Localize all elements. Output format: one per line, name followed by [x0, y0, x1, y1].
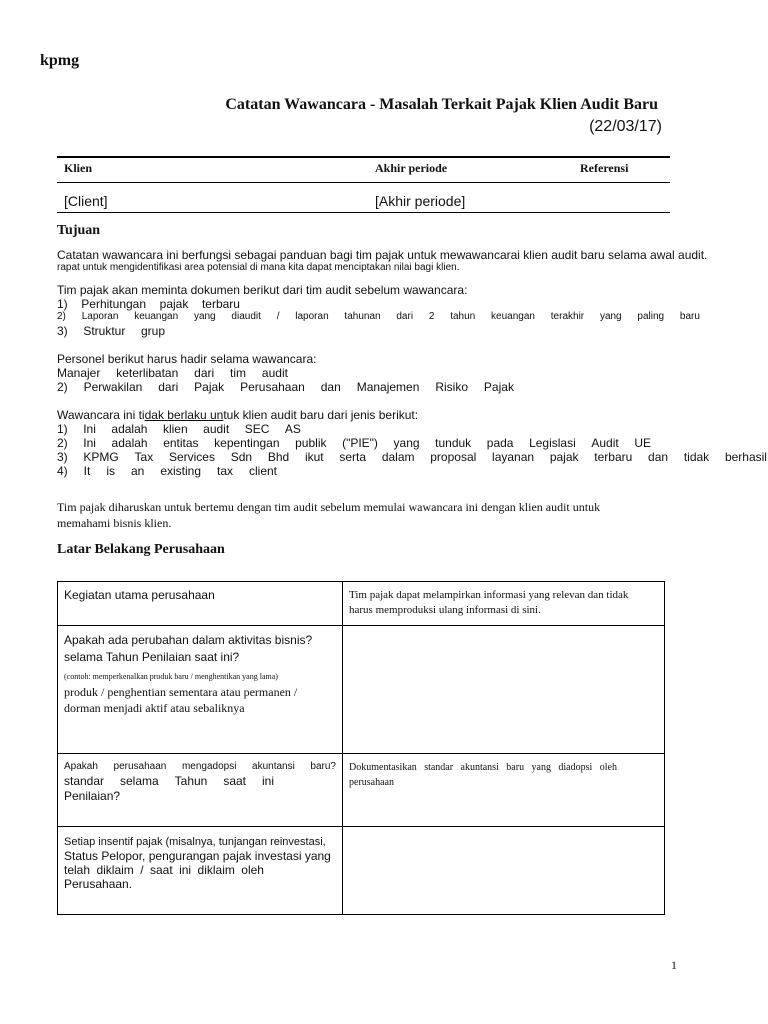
document-item-word: terbaru [201, 297, 240, 311]
akhir-periode-value: [Akhir periode] [375, 193, 466, 209]
table-row [58, 827, 665, 915]
question-word: perusahaan [113, 761, 167, 772]
document-date: (22/03/17) [589, 118, 662, 135]
exclusion-item-word: Tax [134, 450, 154, 464]
personnel-item-word: Pajak [483, 380, 514, 394]
exclusion-item-word: Sdn [230, 450, 253, 464]
header-rule-top [57, 156, 670, 158]
question-word: saat [149, 863, 173, 877]
exclusion-item-word: terbaru [594, 450, 633, 464]
personnel-item-word: Manajer [57, 366, 101, 380]
exclusion-item [57, 464, 277, 478]
table-row [58, 754, 665, 827]
exclusion-item-word: entitas [163, 436, 199, 450]
question-line [64, 760, 336, 774]
exclusion-item-word: 2) [57, 436, 68, 450]
company-logo: kpmg [40, 52, 80, 69]
answer-note-word: Dokumentasikan [349, 762, 417, 773]
answer-note-line1: Tim pajak dapat melampirkan informasi yang relevan dan tidak [349, 589, 629, 601]
exclusion-item-word: 3) [57, 450, 68, 464]
tujuan-paragraph-line2: rapat untuk mengidentifikasi area potensial di mana kita dapat menciptakan nilai bagi klien. [57, 262, 460, 273]
latar-heading: Latar Belakang Perusahaan [57, 542, 225, 557]
document-item-word: 1) [57, 297, 68, 311]
document-item-word: diaudit [231, 311, 261, 322]
document-item-word: 2 [428, 311, 435, 322]
answer-note-line2: perusahaan [349, 777, 394, 788]
personnel-item [57, 380, 514, 394]
perubahan-aktivitas-answer[interactable] [343, 626, 665, 754]
question-line: Apakah ada perubahan dalam aktivitas bisnis? [64, 633, 313, 647]
question-word: Apakah [64, 761, 98, 772]
exclusion-item-word: Bhd [267, 450, 290, 464]
exclusion-item-word: Ini [83, 422, 96, 436]
answer-note-word: yang [531, 762, 551, 773]
exclusion-item-word: ("PIE") [342, 436, 378, 450]
question-line [64, 863, 264, 877]
question-word: ini [179, 863, 192, 877]
question-word: ini [261, 774, 274, 788]
question-word: diklaim [96, 863, 134, 877]
document-item-word: laporan [295, 311, 329, 322]
personnel-item [57, 366, 288, 380]
question-line: dorman menjadi aktif atau sebaliknya [64, 701, 245, 715]
kegiatan-utama-cell [58, 582, 343, 626]
question-line: Setiap insentif pajak (misalnya, tunjangan reinvestasi, [64, 836, 326, 848]
exclusion-item-word: berhasil [724, 450, 767, 464]
akhir-periode-label: Akhir periode [375, 161, 448, 175]
exclusion-item-word: pada [486, 436, 514, 450]
exclusion-item-word: tax [216, 464, 233, 478]
personnel-item-word: dari [194, 366, 215, 380]
personnel-item-word: audit [261, 366, 288, 380]
table-row [58, 626, 665, 754]
akuntansi-baru-cell [58, 754, 343, 827]
exclusion-item-word: Legislasi [529, 436, 576, 450]
question-line: Status Pelopor, pengurangan pajak investasi yang [64, 849, 331, 863]
exclusion-item-word: 1) [57, 422, 68, 436]
question-line [64, 774, 274, 789]
question-word: Tahun [174, 774, 208, 788]
document-item-word: grup [140, 324, 165, 338]
document-item-word: Struktur [83, 324, 126, 338]
question-word: oleh [241, 863, 264, 877]
document-item-word: paling [637, 311, 665, 322]
exclusion-item-word: dan [648, 450, 669, 464]
answer-note-line1 [349, 760, 617, 775]
exclusion-item-word: 4) [57, 464, 68, 478]
document-item-word: yang [193, 311, 216, 322]
table-row [58, 582, 665, 626]
insentif-pajak-cell [58, 827, 343, 915]
exclusion-item-word: UE [634, 436, 651, 450]
exclusion-item-word: Audit [591, 436, 619, 450]
document-item-word: tahunan [344, 311, 381, 322]
exclusion-item [57, 422, 301, 436]
personnel-item-word: 2) [57, 380, 68, 394]
kegiatan-utama-label: Kegiatan utama perusahaan [64, 588, 215, 602]
answer-note-word: diadopsi [558, 762, 593, 773]
kegiatan-utama-answer[interactable] [343, 582, 665, 626]
exclusion-item-word: AS [284, 422, 301, 436]
answer-note-word: baru [506, 762, 525, 773]
question-line: Penilaian? [64, 789, 121, 803]
exclusion-item-word: is [106, 464, 115, 478]
question-word: selama [120, 774, 159, 788]
document-item-word: keuangan [491, 311, 535, 322]
personnel-item-word: dan [320, 380, 341, 394]
exclusion-item-word: It [83, 464, 91, 478]
exclusion-item [57, 436, 651, 450]
note-line2: memahami bisnis klien. [57, 516, 172, 530]
question-word: mengadopsi [181, 761, 237, 772]
personnel-item-word: Risiko [435, 380, 468, 394]
note-line1: Tim pajak diharuskan untuk bertemu dengan tim audit sebelum memulai wawancara ini dengan klien audit untuk [57, 500, 601, 514]
question-example: (contoh: memperkenalkan produk baru / menghentikan yang lama) [64, 672, 278, 681]
page-number: 1 [671, 958, 677, 972]
question-word: akuntansi [252, 761, 295, 772]
document-item-word: 3) [57, 324, 68, 338]
exclusion-item [57, 450, 767, 464]
exclusion-item-word: tunduk [435, 436, 472, 450]
exclusion-item-word: client [248, 464, 277, 478]
exclusion-item-word: an [130, 464, 145, 478]
question-word: standar [64, 774, 105, 788]
exclusion-item-word: serta [339, 450, 367, 464]
personnel-item-word: Manajemen [356, 380, 420, 394]
exclusion-item-word: existing [160, 464, 201, 478]
document-item-word: / [276, 311, 280, 322]
exclusion-item-word: Services [168, 450, 215, 464]
answer-note-word: oleh [599, 762, 617, 773]
exclusion-item-word: layanan [492, 450, 535, 464]
answer-note-line2: harus memproduksi ulang informasi di sini. [349, 604, 541, 616]
exclusion-item-word: kepentingan [214, 436, 280, 450]
exclusion-item-word: SEC [244, 422, 270, 436]
header-rule-bottom [57, 212, 670, 213]
document-item-word: pajak [159, 297, 189, 311]
company-background-table [57, 581, 665, 915]
question-line: selama Tahun Penilaian saat ini? [64, 650, 240, 664]
question-word: baru? [310, 761, 336, 772]
referensi-label: Referensi [580, 161, 629, 175]
document-item [57, 324, 165, 338]
document-title: Catatan Wawancara - Masalah Terkait Pajak Klien Audit Baru [225, 96, 658, 113]
documents-intro: Tim pajak akan meminta dokumen berikut dari tim audit sebelum wawancara: [57, 283, 468, 297]
personnel-item-word: Pajak [194, 380, 225, 394]
exclusion-item-word: proposal [430, 450, 477, 464]
exclusion-item-word: adalah [111, 422, 148, 436]
question-word: saat [223, 774, 247, 788]
exclusion-item-word: audit [203, 422, 230, 436]
exclusion-item-word: yang [393, 436, 420, 450]
klien-value: [Client] [64, 193, 108, 209]
exclusion-item-word: ikut [304, 450, 324, 464]
question-line: produk / penghentian sementara atau permanen / [64, 685, 298, 699]
document-item-word: baru [679, 311, 700, 322]
exclusion-item-word: publik [295, 436, 327, 450]
document-item-word: 2) [57, 311, 66, 322]
answer-note-word: akuntansi [460, 762, 499, 773]
question-word: / [140, 863, 144, 877]
exclusion-item-word: tidak [683, 450, 710, 464]
insentif-pajak-answer[interactable] [343, 827, 665, 915]
perubahan-aktivitas-cell [58, 626, 343, 754]
personnel-item-word: tim [230, 366, 247, 380]
document-item [57, 297, 240, 311]
tujuan-heading: Tujuan [57, 223, 101, 238]
document-item-word: dari [396, 311, 414, 322]
document-item-word: yang [599, 311, 622, 322]
exclusions-intro: Wawancara ini tidak berlaku untuk klien audit baru dari jenis berikut: [57, 408, 419, 422]
document-item [57, 311, 700, 322]
header-rule-mid [57, 182, 670, 183]
answer-note-word: standar [424, 762, 454, 773]
exclusion-item-word: Ini [83, 436, 96, 450]
exclusion-item-word: klien [162, 422, 188, 436]
personnel-item-word: Perwakilan [83, 380, 143, 394]
personnel-item-word: Perusahaan [240, 380, 305, 394]
tujuan-paragraph-line1: Catatan wawancara ini berfungsi sebagai panduan bagi tim pajak untuk mewawancarai klien audit baru selama awal audit. [57, 248, 708, 262]
exclusion-item-word: dalam [381, 450, 415, 464]
document-item-word: Perhitungan [81, 297, 147, 311]
document-item-word: Laporan [81, 311, 119, 322]
personnel-item-word: keterlibatan [116, 366, 179, 380]
question-word: diklaim [197, 863, 235, 877]
exclusion-item-word: KPMG [83, 450, 119, 464]
document-item-word: terakhir [550, 311, 585, 322]
document-item-word: tahun [450, 311, 476, 322]
exclusion-item-word: pajak [549, 450, 579, 464]
akuntansi-baru-answer[interactable] [343, 754, 665, 827]
klien-label: Klien [64, 161, 93, 175]
exclusion-item-word: adalah [111, 436, 148, 450]
question-word: telah [64, 863, 91, 877]
question-line: Perusahaan. [64, 877, 133, 891]
document-item-word: keuangan [134, 311, 179, 322]
personnel-item-word: dari [158, 380, 179, 394]
personnel-intro: Personel berikut harus hadir selama wawancara: [57, 352, 317, 366]
